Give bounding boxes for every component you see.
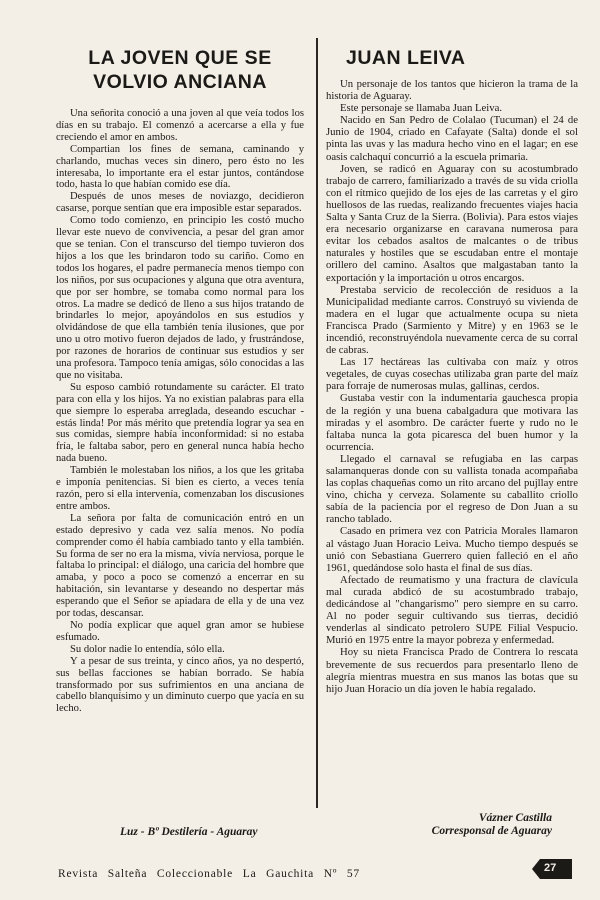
signature-name: Vázner Castilla [478,812,552,824]
right-article-title: JUAN LEIVA [346,47,466,69]
paragraph: También le molestaban los niños, a los que les gritaba e imponía penitencias. Si bien es cierto, a veces tenía razón, pero si ella intervenía, comenzaban los discusiones entre ambos. [56,465,304,512]
page-number: 27 [544,862,557,874]
paragraph: Nacido en San Pedro de Colalao (Tucuman) el 24 de Junio de 1904, criado en Cafayate (Salta) donde el sol pinta las uvas y las madura hecho vino en el lagar; en ese oasis calchaquí concurrió a la escuela primaria. [326,114,578,163]
paragraph: Hoy su nieta Francisca Prado de Contrera lo rescata brevemente de sus recuerdos para presentarlo lleno de alegría mientras muestra en sus manos las botas que su hijo Juan Horacio un día joven le había regalado. [326,646,578,695]
paragraph: Joven, se radicó en Aguaray con su acostumbrado trabajo de carrero, familiarizado a través de su vida criolla con el rítmico quejido de los ejes de las carretas y el giro huellosos de las ruedas, realizando frecuentes viajes hacia Salta y Santa Cruz de la Sierra. (Bolivia). Para estos viajes era necesario organizarse en caravana numerosa para evitar los cebados asaltos de malcantes o de tribus naturales y hostiles que se escudaban entre el montaje orillero del camino. Asaltos que malgastaban tanto la exportación y la importación u otros encargos. [326,162,578,284]
paragraph: Las 17 hectáreas las cultivaba con maíz y otros vegetales, de cuyas cosechas utilizaba gran parte del maíz para forraje de numerosas mulas, gallinas, cerdos. [326,356,578,393]
paragraph: Una señorita conoció a una joven al que veía todos los días en su trabajo. El comenzó a acercarse a ella y fue creciendo el amor en ambos. [56,108,304,143]
paragraph: Este personaje se llamaba Juan Leiva. [340,102,503,115]
paragraph: Casado en primera vez con Patricia Morales llamaron al vástago Juan Horacio Leiva. Mucho tiempo después se unió con Sebastiana Guerrero quien falleció en el año 1961, quedándose solo hasta el final de sus días. [326,525,578,574]
left-title-line-2: VOLVIO ANCIANA [93,71,267,93]
paragraph: Su dolor nadie lo entendía, sólo ella. [70,643,225,655]
paragraph: Después de unos meses de noviazgo, decidieron casarse, porque sentían que era imposible estar separados. [56,191,304,215]
column-divider [316,38,318,808]
left-title-line-1: LA JOVEN QUE SE [88,47,272,69]
paragraph: Como todo comienzo, en principio les costó mucho llevar este nuevo de convivencia, a pesar del gran amor que se tenian. Con el transcurso del tiempo tuvieron dos hijos a los que les brindaron todo su cariño. Como en todos los hogares, el padre permanecía menos tiempo con los niños, por sus ocupaciones y alguna que otra aventura, que por ser hombre, se tomaba como normal para los otros. La madre se dedicó de lleno a sus hijos tratando de brindarles lo mejor, apoyándolos en sus estudios y olvidándose de que ella también tenía ilusiones, que por uno u otro motivo fueron dejados de lado, y frustrándose, por razones de horarios de continuar sus estudios y ser una profesora. Tampoco tenía amigas, sólo conocidas a las que no visitaba. [56,215,304,381]
left-article [56,40,304,800]
paragraph: No podía explicar que aquel gran amor se hubiese esfumado. [56,619,304,643]
paragraph: Su esposo cambió rotundamente su carácter. El trato para con ella y los hijos. Ya no existian palabras para ella que siempre lo esperaba arreglada, deseando escuchar -estás linda! Por más mérito que pretendía lograr ya sea en sus comidas, siempre había inconformidad: si no estaba fría, le faltaba sabor, pero en general nunca había hecho nada bueno. [56,381,304,465]
right-article [326,40,578,800]
left-article-signature: Luz - Bº Destilería - Aguaray [120,826,258,838]
paragraph: Prestaba servicio de recolección de residuos a la Municipalidad mediante carros. Construyó su vivienda de madera en el lugar que actualmente ocupa su nieta Francisca Prado (Sarmiento y Mitre) y en 1963 se le incendió, reconstruyéndola nuevamente cerca de su corral de cabras. [326,283,578,357]
paragraph: Llegado el carnaval se refugiaba en las carpas salamanqueras donde con su vallista tonada acompañaba las coplas chaqueñas como un rito arcano del pujllay entre vino, chicha y cerveza. Solamente su caballito criollo sabía de la paciencia por el regreso de Don Juan a su rancho tablado. [326,452,578,526]
paragraph: Gustaba vestir con la indumentaria gauchesca propia de la región y una buena cabalgadura que motivara las miradas y el asombro. De carácter fuerte y rudo no le faltaba nunca la gota picaresca del buen humor y la ocurrencia. [326,392,578,453]
paragraph: La señora por falta de comunicación entró en un estado depresivo y cada vez salía menos. No podía comprender como él había cambiado tanto y ella también. Su forma de ser no era la misma, vivía nerviosa, porque le faltaba lo principal: el diálogo, una caricia del hombre que amaba, y poco a poco se comenzó a encerrar en su habitación, sin levantarse y deseando no despertar más esperando que el Señor se apiadara de ella y de una vez por todas, descansar. [56,512,304,620]
right-article-signature [424,812,552,838]
paragraph: Un personaje de los tantos que hicieron la trama de la historia de Aguaray. [326,78,578,103]
paragraph: Y a pesar de sus treinta, y cinco años, ya no despertó, sus bellas facciones se habían borrado. Se había transformado por sus sufrimientos en una anciana de cabello blanquísimo y un diminuto cuerpo que yacía en su lecho. [56,655,304,715]
paragraph: Afectado de reumatismo y una fractura de clavícula mal curada abdicó de su acostumbrado trabajo, dedicándose al "changarismo" pero siempre en su carro. Al no poder seguir cultivando sus tierras, decidió venderlas al sindicato petrolero SUPE Filial Vespucio. Murió en 1975 entre la mayor pobreza y enfermedad. [326,573,578,647]
page-number-badge [532,859,572,879]
magazine-footer: Revista Salteña Coleccionable La Gauchita Nº 57 [58,868,360,880]
left-article-body [56,108,304,715]
signature-role: Corresponsal de Aguaray [431,825,552,837]
left-article-title [56,46,304,94]
paragraph: Compartian los fines de semana, caminando y charlando, muchas veces sin dinero, pero ésto no les interesaba, lo importante era el estar juntos, contándose todo, hasta lo que habían comido ese día. [56,143,304,191]
right-article-body [326,78,578,695]
